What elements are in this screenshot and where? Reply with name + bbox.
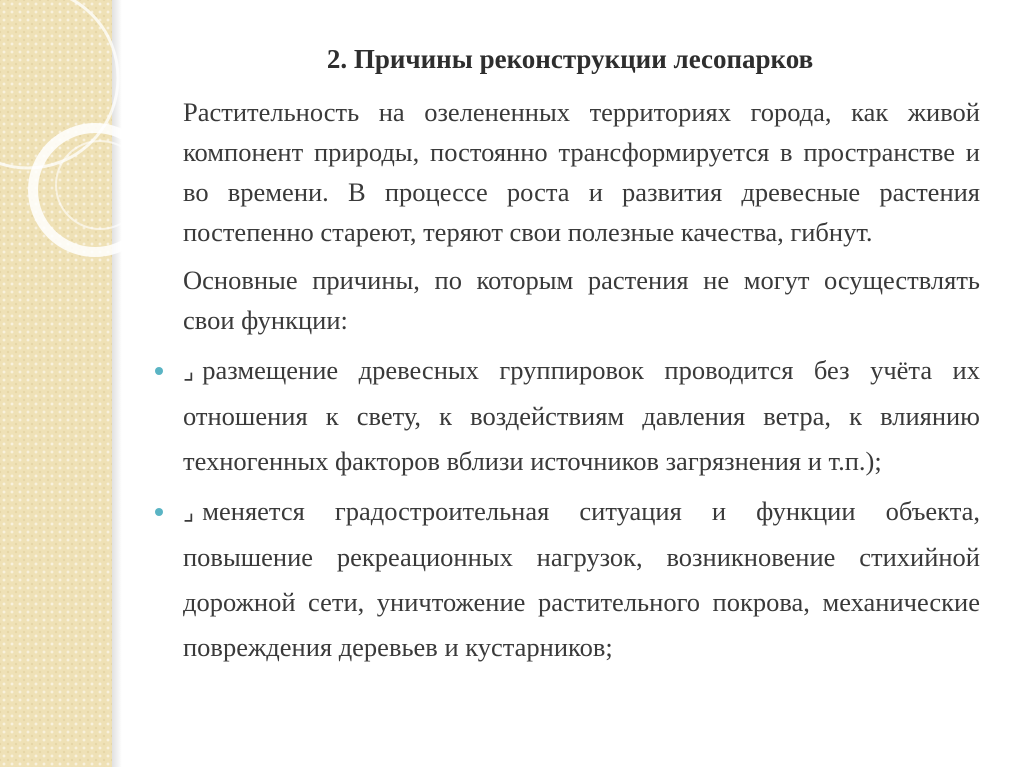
bracket-marker-icon: ⌟ (183, 498, 195, 526)
bracket-marker-icon: ⌟ (183, 357, 195, 385)
reasons-list (183, 348, 980, 670)
bullet-text: меняется градостроительная ситуация и функции объекта, повышение рекреационных нагрузок, возникновение стихийной дорожной сети, уничтожение растительного покрова, механические повреждения деревьев и кустарников; (183, 496, 980, 662)
slide-title: 2. Причины реконструкции лесопарков (326, 44, 814, 74)
bullet-dot-icon (155, 508, 163, 516)
slide-body (183, 92, 980, 675)
decorative-circles (0, 0, 140, 320)
bullet-dot-icon (155, 367, 163, 375)
list-item (183, 489, 980, 670)
paragraph-reasons-lead: Основные причины, по которым растения не могут осуществлять свои функции: (183, 265, 980, 335)
bullet-text: размещение древесных группировок проводится без учёта их отношения к свету, к воздействиям давления ветра, к влиянию техногенных факторов вблизи источников загрязнения и т.п.); (183, 355, 980, 476)
list-item (183, 348, 980, 484)
decor-circle-small (56, 141, 140, 229)
paragraph-intro: Растительность на озелененных территориях города, как живой компонент природы, постоянно трансформируется в пространстве и во времени. В процессе роста и развития древесные растения постепенно стареют, теряют свои полезные качества, гибнут. (183, 97, 980, 247)
